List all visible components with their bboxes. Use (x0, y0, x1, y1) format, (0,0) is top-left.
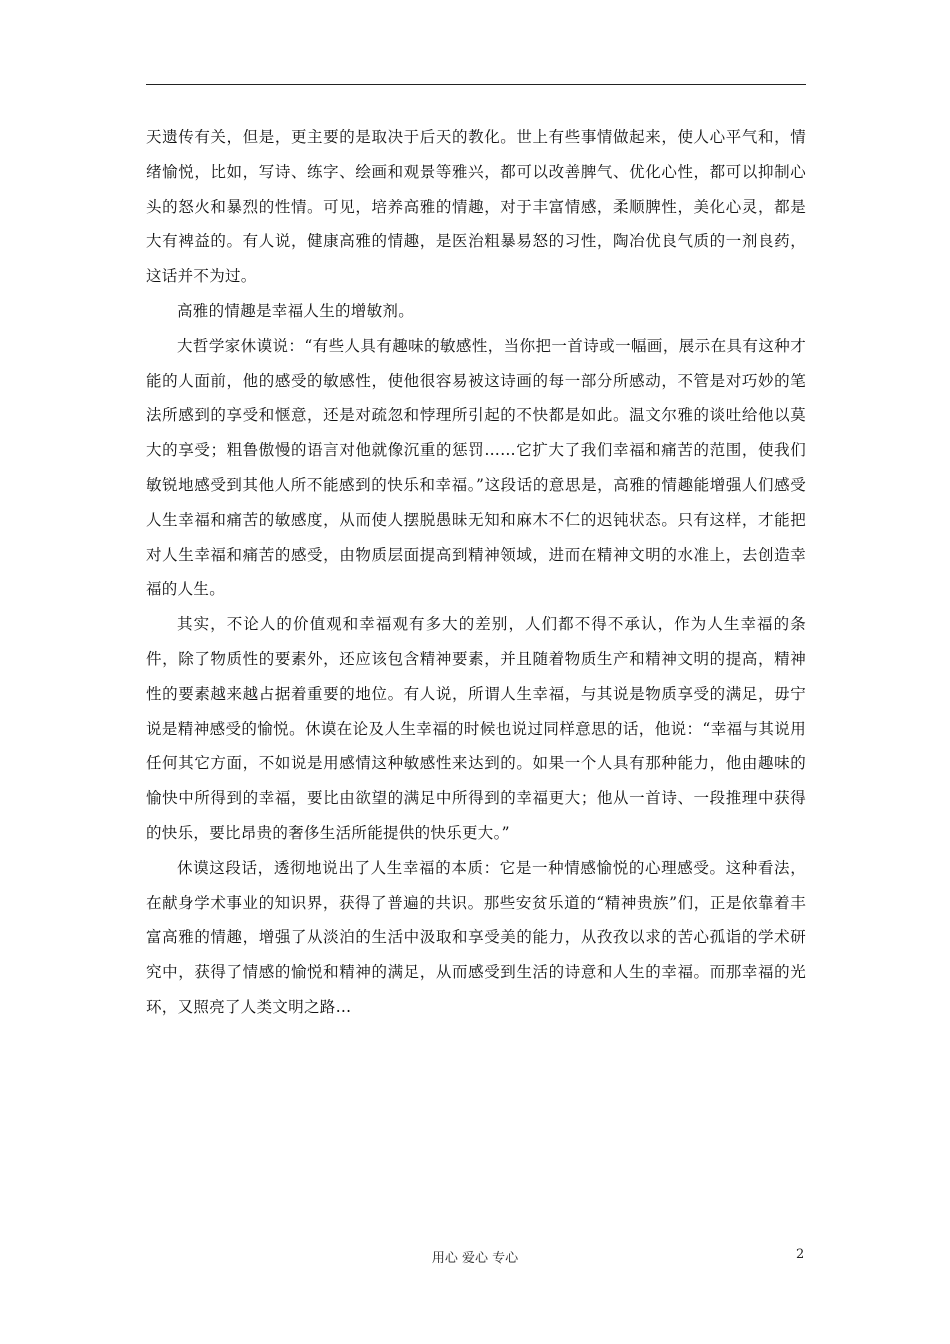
paragraph-heading-line: 高雅的情趣是幸福人生的增敏剂。 (177, 301, 415, 320)
paragraph-hume-quote: 大哲学家休谟说：“有些人具有趣味的敏感性，当你把一首诗或一幅画，展示在具有这种才能的人面前，他的感受的敏感性，使他很容易被这诗画的每一部分所感动，不管是对巧妙的笔法所感到的享受和惬意，还是对疏忽和悖理所引起的不快都是如此。温文尔雅的谈吐给他以莫大的享受；粗鲁傲慢的语言对他就像沉重的惩罚……它扩大了我们幸福和痛苦的范围，使我们敏锐地感受到其他人所不能感到的快乐和幸福。”这段话的意思是，高雅的情趣能增强人们感受人生幸福和痛苦的敏感度，从而使人摆脱愚昧无知和麻木不仁的迟钝状态。只有这样，才能把对人生幸福和痛苦的感受，由物质层面提高到精神领域，进而在精神文明的水准上，去创造幸福的人生。 (146, 336, 806, 599)
body-text (146, 120, 806, 1025)
page-number: 2 (796, 1247, 805, 1262)
footer-text: 用心 爱心 专心 (431, 1251, 519, 1266)
paragraph-continuation: 天遗传有关，但是，更主要的是取决于后天的教化。世上有些事情做起来，使人心平气和，情绪愉悦，比如，写诗、练字、绘画和观景等雅兴，都可以改善脾气、优化心性，都可以抑制心头的怒火和暴烈的性情。可见，培养高雅的情趣，对于丰富情感，柔顺脾性，美化心灵，都是大有裨益的。有人说，健康高雅的情趣，是医治粗暴易怒的习性，陶冶优良气质的一剂良药，这话并不为过。 (146, 128, 806, 286)
paragraph-happiness-conditions: 其实，不论人的价值观和幸福观有多大的差别，人们都不得不承认，作为人生幸福的条件，除了物质性的要素外，还应该包含精神要素，并且随着物质生产和精神文明的提高，精神性的要素越来越占据着重要的地位。有人说，所谓人生幸福，与其说是物质享受的满足，毋宁说是精神感受的愉悦。休谟在论及人生幸福的时候也说过同样意思的话，他说：“幸福与其说用任何其它方面，不如说是用感情这种敏感性来达到的。如果一个人具有那种能力，他由趣味的愉快中所得到的幸福，要比由欲望的满足中所得到的幸福更大；他从一首诗、一段推理中获得的快乐，要比昂贵的奢侈生活所能提供的快乐更大。” (146, 615, 806, 842)
header-rule (146, 84, 806, 85)
paragraph-conclusion: 休谟这段话，透彻地说出了人生幸福的本质：它是一种情感愉悦的心理感受。这种看法，在献身学术事业的知识界，获得了普遍的共识。那些安贫乐道的“精神贵族”们，正是依靠着丰富高雅的情趣，增强了从淡泊的生活中汲取和享受美的能力，从孜孜以求的苦心孤诣的学术研究中，获得了情感的愉悦和精神的满足，从而感受到生活的诗意和人生的幸福。而那幸福的光环，又照亮了人类文明之路… (146, 858, 806, 1016)
